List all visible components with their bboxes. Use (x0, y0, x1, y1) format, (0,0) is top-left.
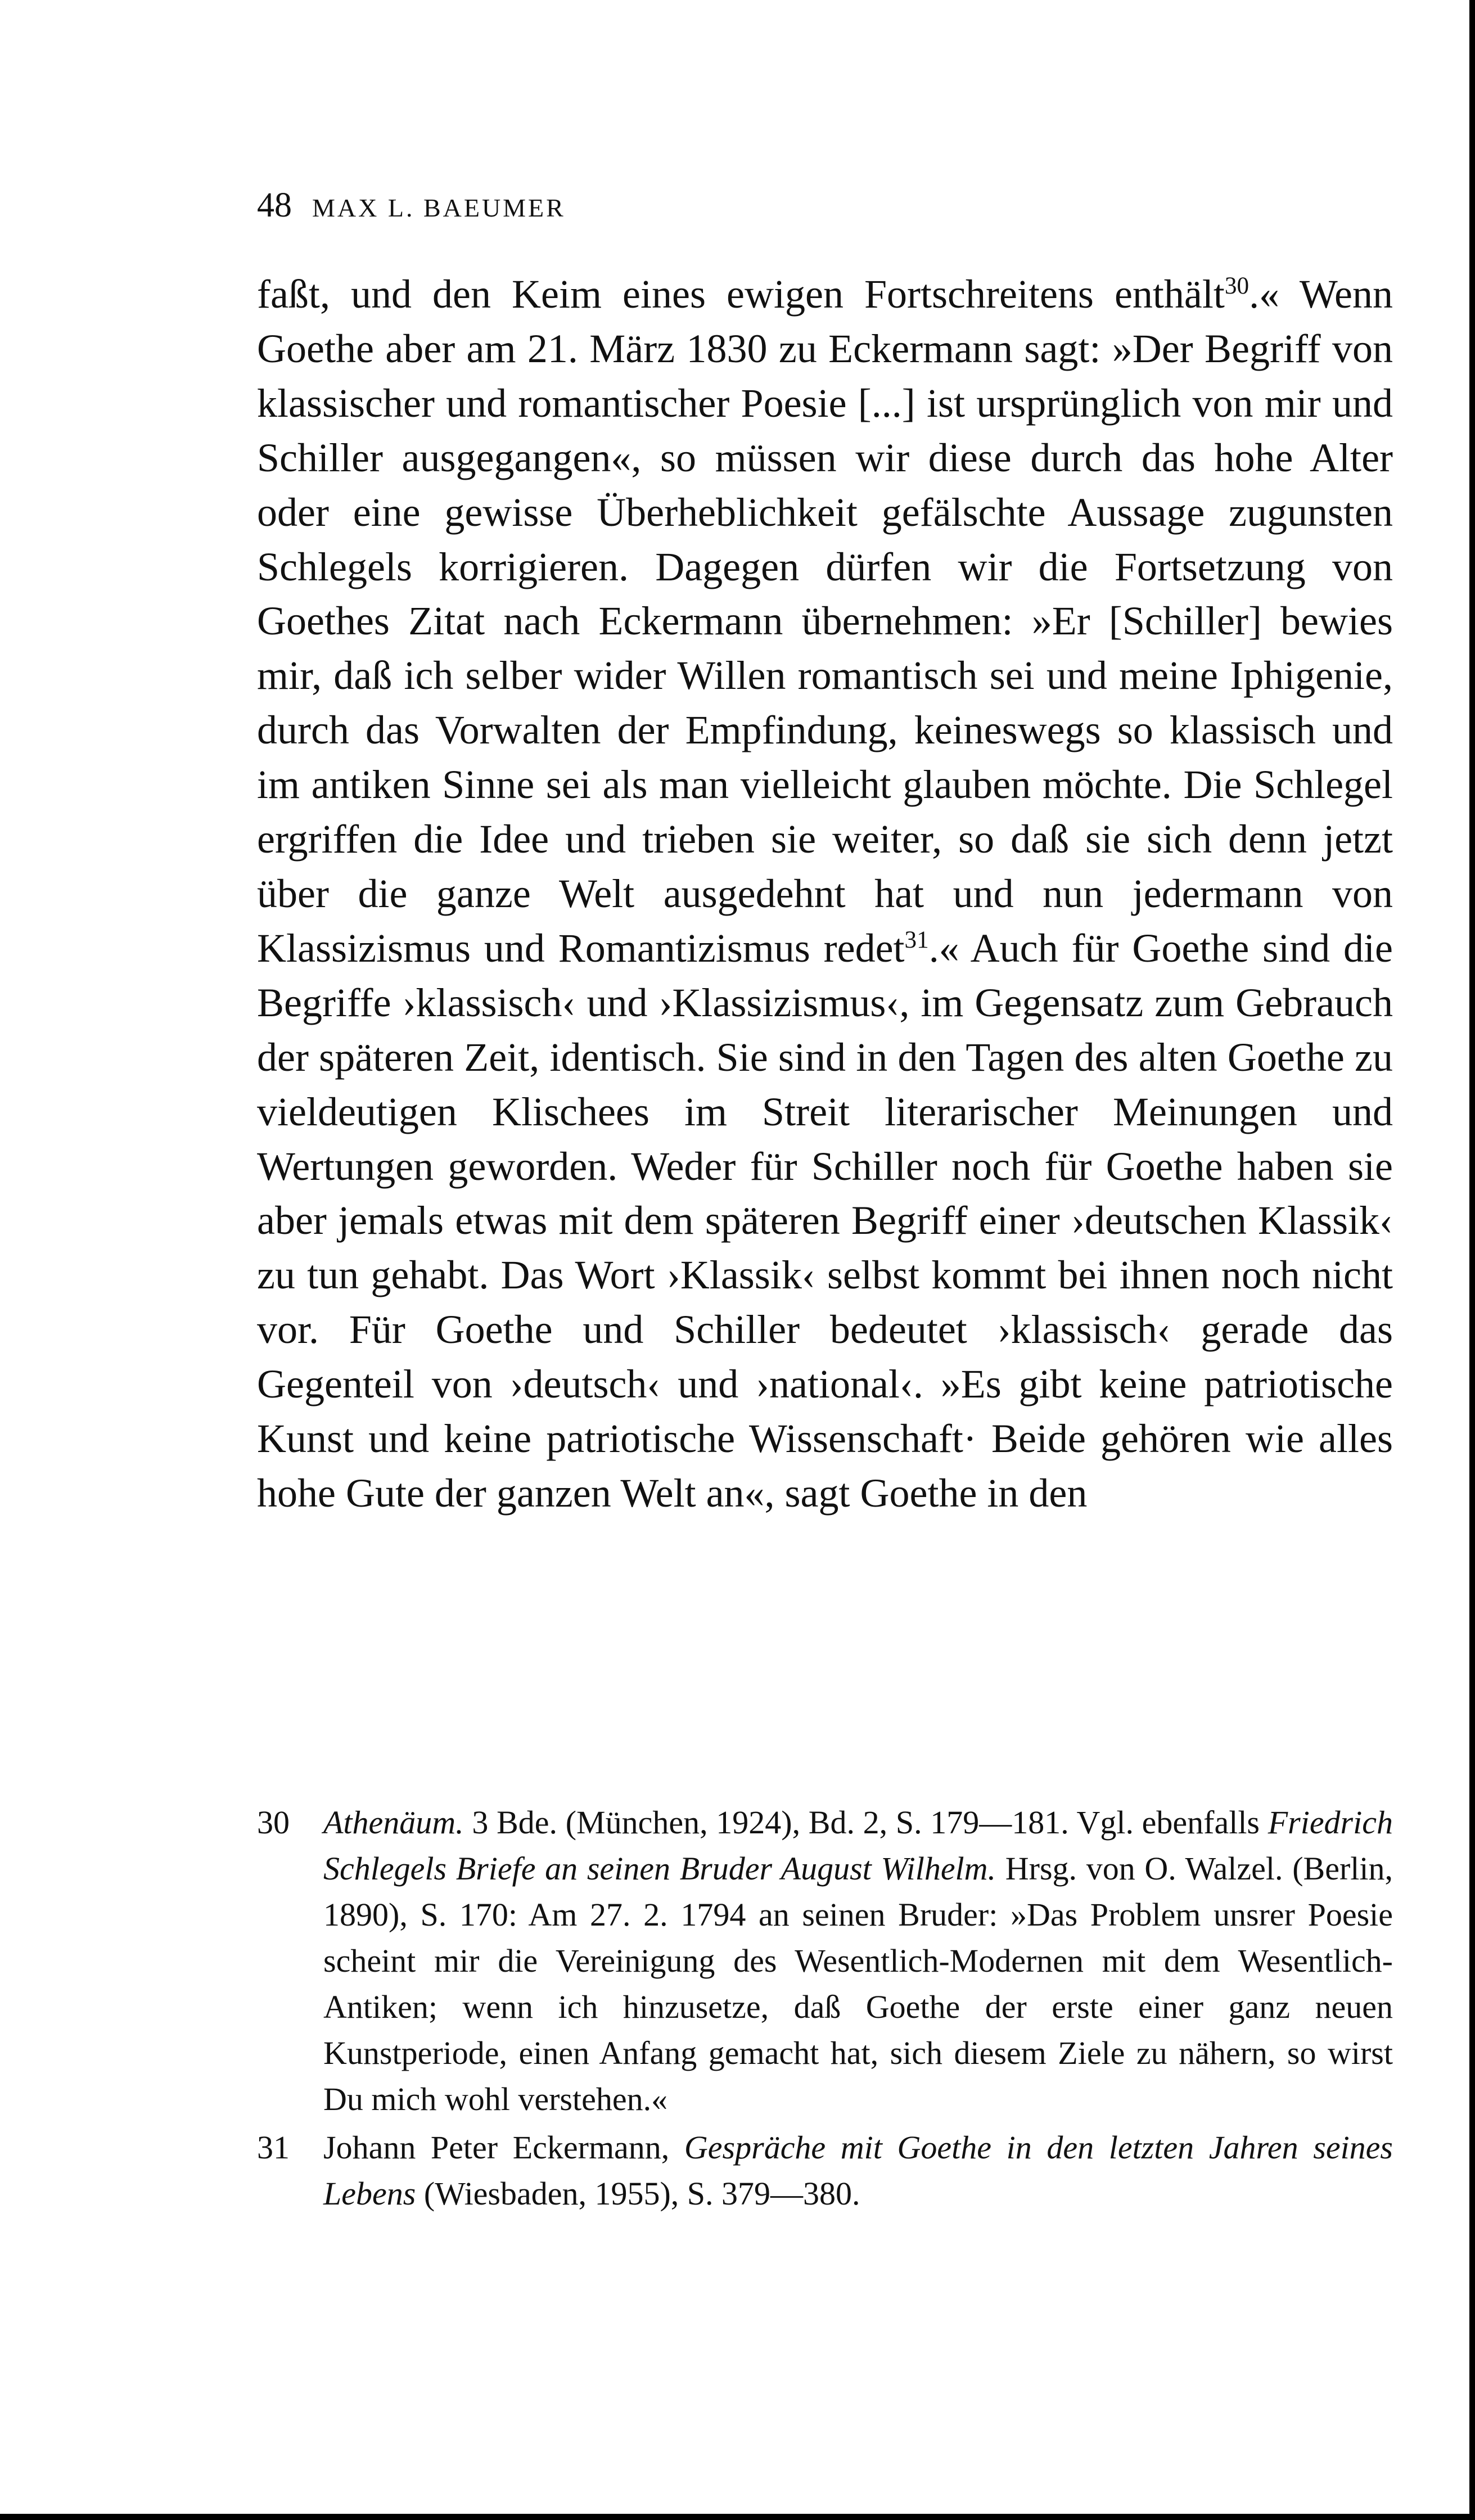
footnote-ref-30: 30 (1224, 273, 1250, 299)
footnote-ref-31: 31 (904, 926, 929, 953)
footnote-number: 30 (257, 1804, 290, 1841)
body-text (257, 267, 1393, 1752)
footnote-text: 3 Bde. (München, 1924), Bd. 2, S. 179—181. Vgl. ebenfalls (463, 1804, 1268, 1841)
footnote-text: (Wiesbaden, 1955), S. 379—380. (416, 2175, 860, 2212)
footnote-text: Johann Peter Eckermann, (323, 2129, 684, 2166)
body-text-segment: faßt, und den Keim eines ewigen Fortschreitens enthält (257, 272, 1225, 317)
footnote-30 (257, 1800, 1393, 2122)
footnote-31 (257, 2125, 1393, 2217)
body-text-segment: .« Wenn Goethe aber am 21. März 1830 zu Eckermann sagt: »Der Begriff von klassischer und romantischer Poesie [...] ist ursprünglich von mir und Schiller ausgegangen«, so müssen wir diese durch das hohe Alter oder eine gewisse Überheblichkeit gefälschte Aussage zugunsten Schlegels korrigieren. Dagegen dürfen wir die Fortsetzung von Goethes Zitat nach Eckermann übernehmen: »Er [Schiller] bewies mir, daß ich selber wider Willen romantisch sei und meine Iphigenie, durch das Vorwalten der Empfindung, keineswegs so klassisch und im antiken Sinne sei als man vielleicht glauben möchte. Die Schlegel ergriffen die Idee und trieben sie weiter, so daß sie sich denn jetzt über die ganze Welt ausgedehnt hat und nun jedermann von Klassizismus und Romantizismus redet (257, 272, 1393, 971)
footnote-title: Athenäum. (323, 1804, 464, 1841)
footnote-number: 31 (257, 2129, 290, 2166)
page-header (257, 186, 1393, 231)
scan-edge-bottom (0, 2514, 1475, 2520)
page-number: 48 (257, 186, 292, 224)
footnote-title: Friedrich Schlegels Briefe an seinen Bruder August Wilhelm. (323, 1804, 1393, 1887)
scan-edge-right (1469, 0, 1475, 2514)
footnote-text: Hrsg. von O. Walzel. (Berlin, 1890), S. 170: Am 27. 2. 1794 an seinen Bruder: »Das Problem unsrer Poesie scheint mir die Vereinigung des Wesentlich-Modernen mit dem Wesentlich-Antiken; wenn ich hinzusetze, daß Goethe der erste einer ganz neuen Kunstperiode, einen Anfang gemacht hat, sich diesem Ziele zu nähern, so wirst Du mich wohl verstehen.« (323, 1850, 1393, 2117)
footnote-title: Gespräche mit Goethe in den letzten Jahren seines Lebens (323, 2129, 1393, 2212)
footnotes (257, 1800, 1393, 2306)
running-head: MAX L. BAEUMER (312, 193, 566, 222)
body-text-segment: .« Auch für Goethe sind die Begriffe ›klassisch‹ und ›Klassizismus‹, im Gegensatz zum Gebrauch der späteren Zeit, identisch. Sie sind in den Tagen des alten Goethe zu vieldeutigen Klischees im Streit literarischer Meinungen und Wertungen geworden. Weder für Schiller noch für Goethe haben sie aber jemals etwas mit dem späteren Begriff einer ›deutschen Klassik‹ zu tun gehabt. Das Wort ›Klassik‹ selbst kommt bei ihnen noch nicht vor. Für Goethe und Schiller bedeutet ›klassisch‹ gerade das Gegenteil von ›deutsch‹ und ›national‹. »Es gibt keine patriotische Kunst und keine patriotische Wissenschaft· Beide gehören wie alles hohe Gute der ganzen Welt an«, sagt Goethe in den (257, 925, 1393, 1516)
